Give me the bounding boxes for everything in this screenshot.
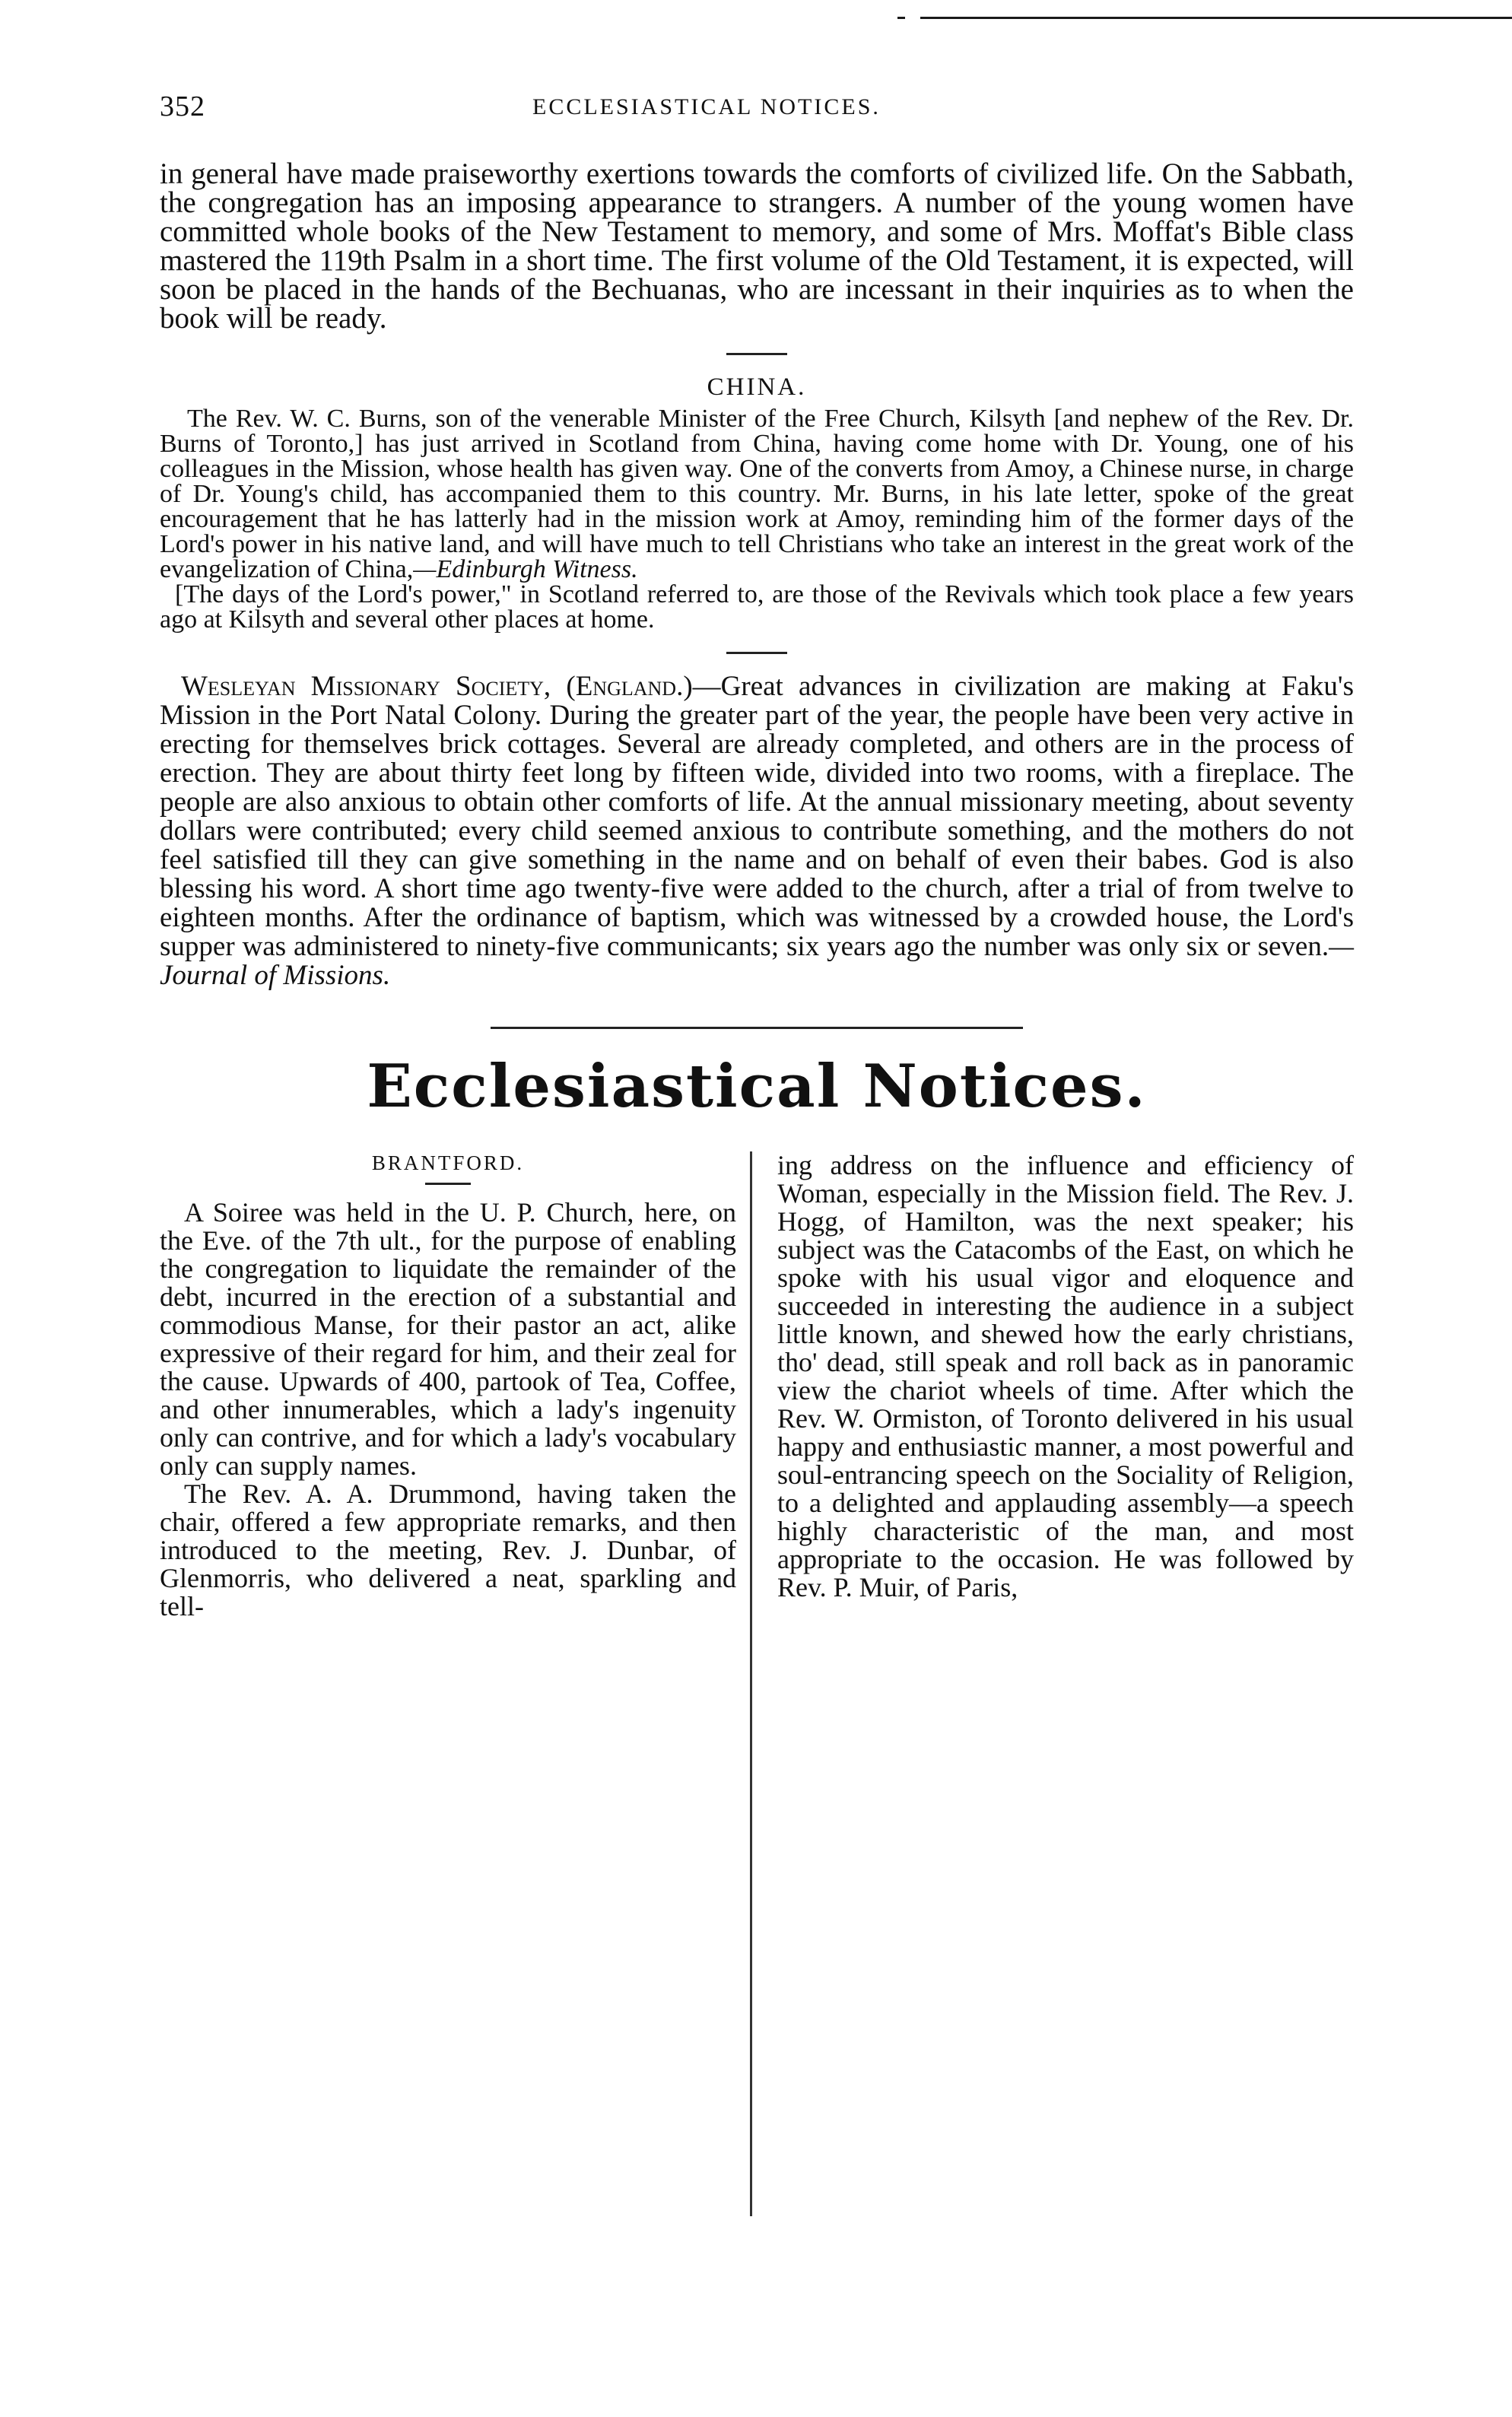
page-number: 352 [160, 91, 205, 122]
wesleyan-text: —Great advances in civilization are making at Faku's Mission in the Port Natal Colony. During the greater part of the year, the people have been very active in erecting for themselves brick cottages. Several are already completed, and others are in the process of erection. They are about thirty feet long by fifteen wide, divided into two rooms, with a fireplace. The people are also anxious to obtain other comforts of life. At the annual missionary meeting, about seventy dollars were contributed; every child seemed anxious to contribute something, and the mothers do not feel satisfied till they can give something in the name and on behalf of even their babes. God is also blessing his word. A short time ago twenty-five were added to the church, after a trial of from twelve to eighteen months. After the ordinance of baptism, which was witnessed by a crowded house, the Lord's supper was administered to ninety-five communicants; six years ago the number was only six or seven. [160, 671, 1354, 962]
running-head: ECCLESIASTICAL NOTICES. [532, 94, 881, 119]
left-column [160, 1151, 736, 1621]
china-note: [The days of the Lord's power," in Scotland referred to, are those of the Revivals which took place a few years ago at Kilsyth and several other places at home. [160, 580, 1354, 634]
page-content [160, 157, 1354, 1621]
brantford-paragraph-2: The Rev. A. A. Drummond, having taken the chair, offered a few appropriate remarks, and then introduced to the meeting, Rev. J. Dunbar, of Glenmorris, who delivered a neat, sparkling and tell- [160, 1478, 736, 1621]
china-source: —Edinburgh Witness. [413, 555, 638, 583]
wesleyan-paragraph [160, 672, 1354, 990]
top-edge-mark [897, 17, 905, 19]
page-header [160, 90, 1354, 126]
top-edge-rule [920, 17, 1512, 19]
heading-rule [425, 1183, 471, 1185]
china-section-title: CHINA. [707, 373, 807, 401]
notices-divider [491, 1027, 1023, 1029]
brantford-paragraph-1: A Soiree was held in the U. P. Church, here, on the Eve. of the 7th ult., for the purpose of enabling the congregation to liquidate the remainder of the debt, incurred in the erection of a substantial and commodious Manse, for their pastor an act, alike expressive of their regard for him, and their zeal for the cause. Upwards of 400, partook of Tea, Coffee, and other innumerables, which a lady's ingenuity only can contrive, and for which a lady's vocabulary only can supply names. [160, 1197, 736, 1481]
two-column-body [160, 1151, 1354, 1621]
right-column [777, 1151, 1354, 1621]
notices-title: Ecclesiastical Notices. [367, 1052, 1147, 1121]
right-column-paragraph: ing address on the influence and efficiency of Woman, especially in the Mission field. The Rev. J. Hogg, of Hamilton, was the next speaker; his subject was the Catacombs of the East, on which he spoke with his usual vigor and eloquence and succeeded in interesting the audience in a subject little known, and shewed how the early christians, tho' dead, still speak and roll back as in panoramic view the chariot wheels of time. After which the Rev. W. Ormiston, of Toronto delivered in his usual happy and enthusiastic manner, a most powerful and soul-entrancing speech on the Sociality of Religion, to a delighted and applauding assembly—a speech highly characteristic of the man, and most appropriate to the occasion. He was followed by Rev. P. Muir, of Paris, [777, 1150, 1354, 1602]
section-divider [726, 652, 787, 654]
continuation-paragraph: in general have made praiseworthy exertions towards the comforts of civilized life. On the Sabbath, the congregation has an imposing appearance to strangers. A number of the young women have committed whole books of the New Testament to memory, and some of Mrs. Moffat's Bible class mastered the 119th Psalm in a short time. The first volume of the Old Testament, it is expected, will soon be placed in the hands of the Bechuanas, who are incessant in their inquiries as to when the book will be ready. [160, 157, 1354, 335]
column-divider [750, 1151, 752, 2216]
wesleyan-source: —Journal of Missions. [160, 931, 1354, 991]
section-divider [726, 353, 787, 355]
wesleyan-lead: Wesleyan Missionary Society, (England.) [181, 671, 693, 702]
brantford-heading: BRANTFORD. [371, 1151, 525, 1174]
china-paragraph [160, 406, 1354, 582]
china-paragraph-text: The Rev. W. C. Burns, son of the venerable Minister of the Free Church, Kilsyth [and nephew of the Rev. Dr. Burns of Toronto,] has just arrived in Scotland from China, having come home with Dr. Young, one of his colleagues in the Mission, whose health has given way. One of the converts from Amoy, a Chinese nurse, in charge of Dr. Young's child, has accompanied them to this country. Mr. Burns, in his late letter, spoke of the great encouragement that he has latterly had in the mission work at Amoy, reminding him of the former days of the Lord's power in his native land, and will have much to tell Christians who take an interest in the great work of the evangelization of China, [160, 405, 1354, 583]
